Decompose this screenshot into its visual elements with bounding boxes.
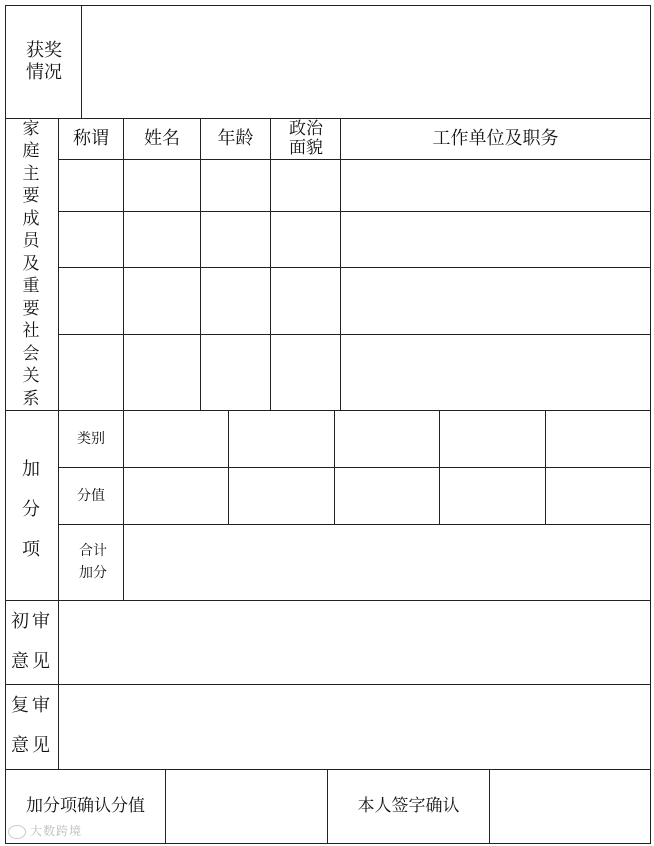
initial-review-label: 初审意见 [11, 611, 53, 672]
col-line [123, 410, 124, 600]
bonus-total-label: 合计加分 [79, 543, 107, 581]
header-employer-position: 工作单位及职务 [432, 128, 559, 150]
row-line [5, 600, 651, 601]
row-line [58, 267, 651, 268]
re-review-label: 复审意见 [11, 695, 53, 756]
row-line [58, 467, 651, 468]
col-line [200, 118, 201, 410]
header-age: 年龄 [217, 128, 254, 150]
frame-bottom [5, 843, 651, 844]
family-relations-label: 家庭主要成员及重要社会关系 [22, 118, 40, 409]
frame-top [5, 5, 651, 6]
col-line [340, 118, 341, 410]
bonus-score-label: 分值 [77, 487, 105, 504]
family-divider [58, 118, 59, 410]
awards-label: 获奖情况 [26, 40, 62, 83]
frame-right [650, 5, 651, 844]
frame-left [5, 5, 6, 844]
header-political-status: 政治面貌 [289, 119, 323, 158]
col-line [270, 118, 271, 410]
col-line [489, 769, 490, 844]
bonus-label: 加分项 [22, 459, 40, 560]
row-line [58, 334, 651, 335]
row-line [58, 524, 651, 525]
row-line [58, 211, 651, 212]
bonus-category-label: 类别 [77, 430, 105, 447]
watermark-text: 大数跨境 [30, 824, 83, 838]
col-line [123, 118, 124, 410]
header-name: 姓名 [144, 128, 180, 150]
watermark [8, 822, 82, 839]
row-line [58, 159, 651, 160]
awards-divider [81, 5, 82, 118]
col-line [165, 769, 166, 844]
confirm-score-label: 加分项确认分值 [26, 796, 145, 817]
watermark-logo-icon [8, 825, 26, 839]
header-title: 称谓 [73, 128, 109, 150]
signature-confirm-label: 本人签字确认 [357, 796, 460, 817]
row-line [5, 684, 651, 685]
